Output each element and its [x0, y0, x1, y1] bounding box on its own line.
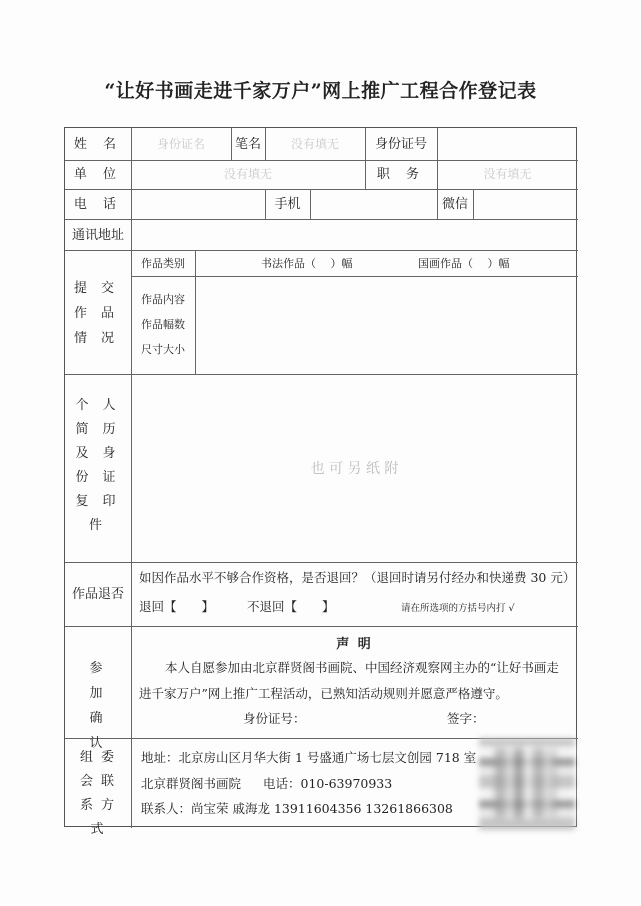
row-divider: [65, 160, 578, 161]
row-divider: [65, 250, 578, 251]
contact-section-label: 组委会联系方式: [79, 750, 122, 837]
phone-field[interactable]: [131, 190, 265, 219]
blurred-qr-code-overlay: [495, 748, 555, 818]
row-divider: [65, 562, 578, 563]
contact-organization: 北京群贤阁书画院: [141, 776, 242, 791]
row-divider: [65, 626, 578, 627]
phone-label: 电 话: [73, 197, 123, 212]
statement-heading: 声 明: [336, 637, 373, 652]
pen-name-field[interactable]: 没有填无: [290, 137, 339, 151]
registration-form: [64, 127, 577, 837]
return-no-option[interactable]: 不退回【 】: [247, 599, 335, 614]
return-yes-option[interactable]: 退回【 】: [139, 599, 215, 614]
calligraphy-count[interactable]: 书法作品（ ）幅: [261, 257, 353, 270]
return-section-label: 作品退否: [71, 587, 124, 602]
wechat-field[interactable]: [473, 190, 578, 219]
address-field[interactable]: [131, 220, 578, 250]
statement-line-2: 进千家万户”网上推广工程活动，已熟知活动规则并愿意严格遵守。: [139, 686, 508, 701]
mobile-field[interactable]: [310, 190, 437, 219]
id-number-field[interactable]: [437, 128, 578, 160]
id-number-label: 身份证号: [374, 137, 427, 152]
confirm-id-label: 身份证号：: [243, 711, 306, 726]
unit-label: 单 位: [73, 167, 123, 182]
bio-section-label: 个人简历及身份证复印件: [75, 398, 130, 533]
duty-field[interactable]: 没有填无: [483, 167, 532, 181]
bio-note: 也 可 另 纸 附: [310, 461, 399, 477]
address-label: 通讯地址: [71, 228, 124, 243]
work-size-label: 尺寸大小: [141, 343, 185, 356]
contact-people: 联系人：尚宝荣 戚海龙 13911604356 13261866308: [141, 801, 453, 816]
work-details-field[interactable]: [196, 277, 578, 374]
signature-label: 签字：: [447, 711, 485, 726]
return-hint: 请在所选项的方括号内打 √: [401, 603, 515, 614]
statement-line-1: 本人自愿参加由北京群贤阁书画院、中国经济观察网主办的“让好书画走: [165, 660, 559, 675]
bio-field[interactable]: [132, 375, 578, 562]
contact-address: 地址：北京房山区月华大街 1 号盛通广场七层文创园 718 室: [141, 750, 477, 765]
works-section-label: 提交作品情况: [73, 281, 128, 346]
return-question: 如因作品水平不够合作资格，是否退回？（退回时请另付经办和快递费 30 元）: [139, 570, 576, 585]
name-field[interactable]: 身份证名: [156, 137, 205, 151]
work-type-label: 作品类别: [141, 257, 185, 270]
work-content-label: 作品内容: [141, 293, 185, 306]
name-label: 姓 名: [73, 137, 123, 152]
wechat-label: 微信: [441, 197, 468, 212]
mobile-label: 手机: [274, 197, 301, 212]
contact-phone: 电话：010-63970933: [263, 776, 393, 791]
painting-count[interactable]: 国画作品（ ）幅: [418, 257, 510, 270]
duty-label: 职 务: [376, 167, 426, 182]
pen-name-label: 笔名: [234, 137, 261, 152]
unit-field[interactable]: 没有填无: [223, 167, 272, 181]
form-title: “让好书画走进千家万户”网上推广工程合作登记表: [104, 80, 537, 102]
confirm-section-label: 参加确认: [89, 661, 119, 751]
work-count-label: 作品幅数: [141, 318, 185, 331]
